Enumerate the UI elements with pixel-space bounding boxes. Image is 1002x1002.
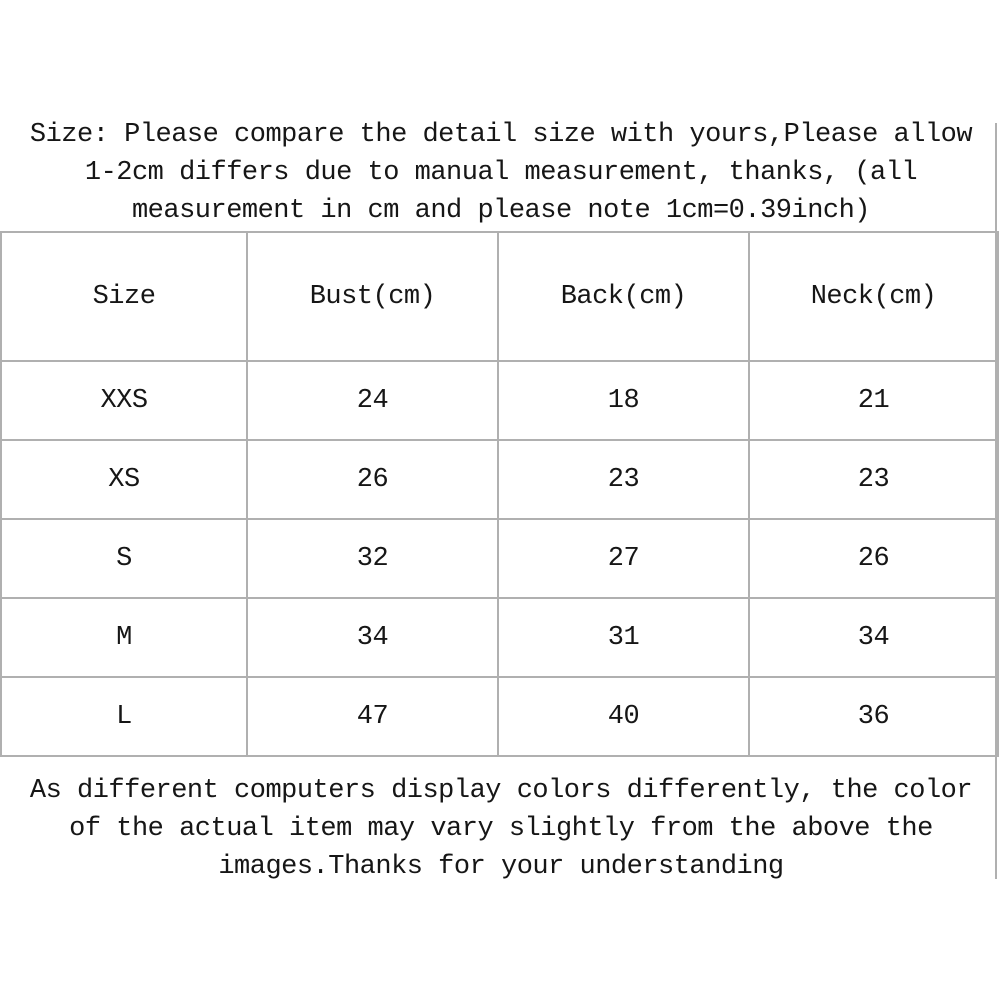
bottom-note-line-3: images.Thanks for your understanding: [218, 852, 784, 879]
cell-bust-value: 34: [247, 598, 498, 677]
table-row-m: [1, 598, 998, 677]
table-row-l: [1, 677, 998, 756]
cell-back-value: 18: [498, 361, 749, 440]
header-cell-size: Size: [1, 232, 247, 361]
top-note-line-1: Size: Please compare the detail size with yours,Please allow: [29, 120, 973, 150]
header-cell-bust: Bust(cm): [247, 232, 498, 361]
top-note-line-3: measurement in cm and please note 1cm=0.39inch): [131, 196, 871, 226]
cell-back-value: 27: [498, 519, 749, 598]
table-row-xxs: [1, 361, 998, 440]
cell-size-label: M: [1, 598, 247, 677]
size-chart-table: [0, 231, 999, 757]
cell-size-label: L: [1, 677, 247, 756]
cell-neck-value: 36: [749, 677, 998, 756]
cell-bust-value: 24: [247, 361, 498, 440]
top-note: [0, 116, 1002, 230]
header-cell-back: Back(cm): [498, 232, 749, 361]
cell-neck-value: 26: [749, 519, 998, 598]
right-border-line: [995, 123, 997, 879]
top-note-line-2: 1-2cm differs due to manual measurement, thanks, (all: [84, 158, 918, 188]
table-row-xs: [1, 440, 998, 519]
cell-size-label: XXS: [1, 361, 247, 440]
bottom-note-line-2: of the actual item may vary slightly from the above the: [69, 814, 933, 844]
cell-back-value: 31: [498, 598, 749, 677]
cell-bust-value: 26: [247, 440, 498, 519]
cell-back-value: 40: [498, 677, 749, 756]
cell-size-label: XS: [1, 440, 247, 519]
bottom-note-line-1: As different computers display colors differently, the color: [29, 776, 973, 806]
cell-size-label: S: [1, 519, 247, 598]
cell-neck-value: 21: [749, 361, 998, 440]
cell-back-value: 23: [498, 440, 749, 519]
header-cell-neck: Neck(cm): [749, 232, 998, 361]
table-header-row: [1, 232, 998, 361]
table-row-s: [1, 519, 998, 598]
bottom-note: [0, 772, 1002, 879]
cell-bust-value: 32: [247, 519, 498, 598]
cell-neck-value: 34: [749, 598, 998, 677]
cell-bust-value: 47: [247, 677, 498, 756]
cell-neck-value: 23: [749, 440, 998, 519]
